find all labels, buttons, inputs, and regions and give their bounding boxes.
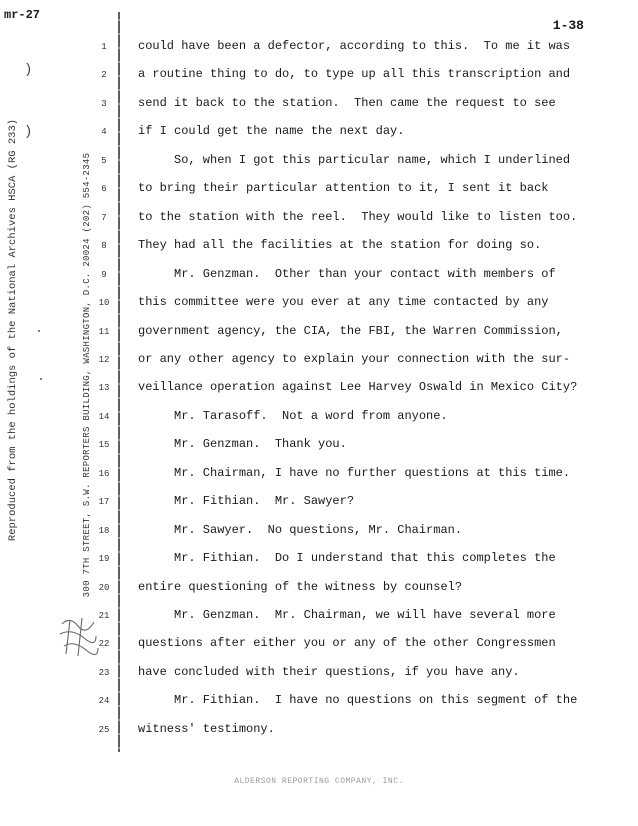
reporter-address-text: 300 7TH STREET, S.W. REPORTERS BUILDING, WASHINGTON, D.C. 20024 (202) 554-2345 (82, 152, 92, 598)
transcript-line: Mr. Fithian. I have no questions on this segment of the (138, 693, 578, 708)
line-number: 16 (98, 468, 110, 479)
line-number: 23 (98, 667, 110, 678)
transcript-line: government agency, the CIA, the FBI, the Warren Commission, (138, 323, 563, 338)
line-number: 11 (98, 326, 110, 337)
reporting-company-footer: ALDERSON REPORTING COMPANY, INC. (234, 777, 404, 786)
transcript-line: have concluded with their questions, if you have any. (138, 664, 520, 679)
reporter-address (78, 150, 96, 600)
margin-rule (118, 12, 120, 752)
transcript-body (138, 0, 608, 826)
line-number: 18 (98, 525, 110, 536)
line-number: 17 (98, 497, 110, 508)
transcript-line: Mr. Genzman. Other than your contact with members of (138, 266, 556, 281)
line-number: 25 (98, 724, 110, 735)
line-number: 3 (101, 98, 107, 109)
archive-note-text: Reproduced from the holdings of the National Archives HSCA (RG 233) (7, 118, 19, 542)
transcript-line: if I could get the name the next day. (138, 124, 405, 139)
line-number: 24 (98, 696, 110, 707)
line-number: 4 (101, 127, 107, 138)
line-number: 21 (98, 611, 110, 621)
transcript-line: They had all the facilities at the station for doing so. (138, 238, 542, 253)
line-number: 7 (101, 212, 107, 223)
line-number: 19 (98, 554, 110, 565)
transcript-line: Mr. Fithian. Mr. Sawyer? (138, 494, 355, 509)
transcript-line: witness' testimony. (138, 721, 275, 736)
margin-speck (38, 330, 40, 332)
line-number: 15 (98, 440, 110, 451)
line-number: 12 (98, 354, 110, 365)
transcript-line: a routine thing to do, to type up all this transcription and (138, 67, 571, 82)
transcript-line: veillance operation against Lee Harvey Oswald in Mexico City? (138, 380, 578, 395)
stamp-scribble (56, 614, 100, 660)
transcript-line: could have been a defector, according to this. To me it was (138, 39, 571, 53)
line-number: 9 (101, 269, 107, 280)
line-number: 13 (98, 383, 110, 394)
transcript-line: this committee were you ever at any time contacted by any (138, 295, 549, 310)
line-number-column (96, 0, 116, 826)
line-number: 10 (98, 298, 110, 309)
transcript-line: Mr. Genzman. Mr. Chairman, we will have several more (138, 608, 556, 622)
transcript-line: questions after either you or any of the other Congressmen (138, 636, 556, 651)
transcript-line: or any other agency to explain your connection with the sur- (138, 351, 571, 366)
line-number: 6 (101, 184, 107, 195)
transcript-line: So, when I got this particular name, which I underlined (138, 152, 571, 167)
transcript-line: send it back to the station. Then came the request to see (138, 95, 556, 110)
page-number: 1-38 (552, 18, 584, 33)
margin-mark: ) (24, 124, 33, 140)
transcript-line: Mr. Sawyer. No questions, Mr. Chairman. (138, 522, 463, 537)
archive-note (2, 10, 24, 650)
line-number: 8 (101, 241, 107, 252)
line-number: 14 (98, 411, 110, 422)
transcript-line: Mr. Tarasoff. Not a word from anyone. (138, 408, 448, 423)
transcript-line: Mr. Fithian. Do I understand that this completes the (138, 551, 556, 566)
transcript-line: entire questioning of the witness by counsel? (138, 579, 463, 594)
line-number: 20 (98, 582, 110, 593)
margin-mark: ) (24, 62, 33, 78)
margin-speck (40, 378, 42, 380)
line-number: 5 (101, 155, 107, 166)
transcript-line: to bring their particular attention to it, I sent it back (138, 181, 549, 196)
line-number: 22 (98, 639, 110, 650)
transcript-line: Mr. Chairman, I have no further questions at this time. (138, 465, 571, 480)
line-number: 2 (101, 70, 107, 81)
transcript-line: Mr. Genzman. Thank you. (138, 437, 347, 452)
line-number: 1 (101, 42, 107, 52)
document-id: mr-27 (4, 8, 41, 22)
transcript-line: to the station with the reel. They would like to listen too. (138, 209, 578, 224)
